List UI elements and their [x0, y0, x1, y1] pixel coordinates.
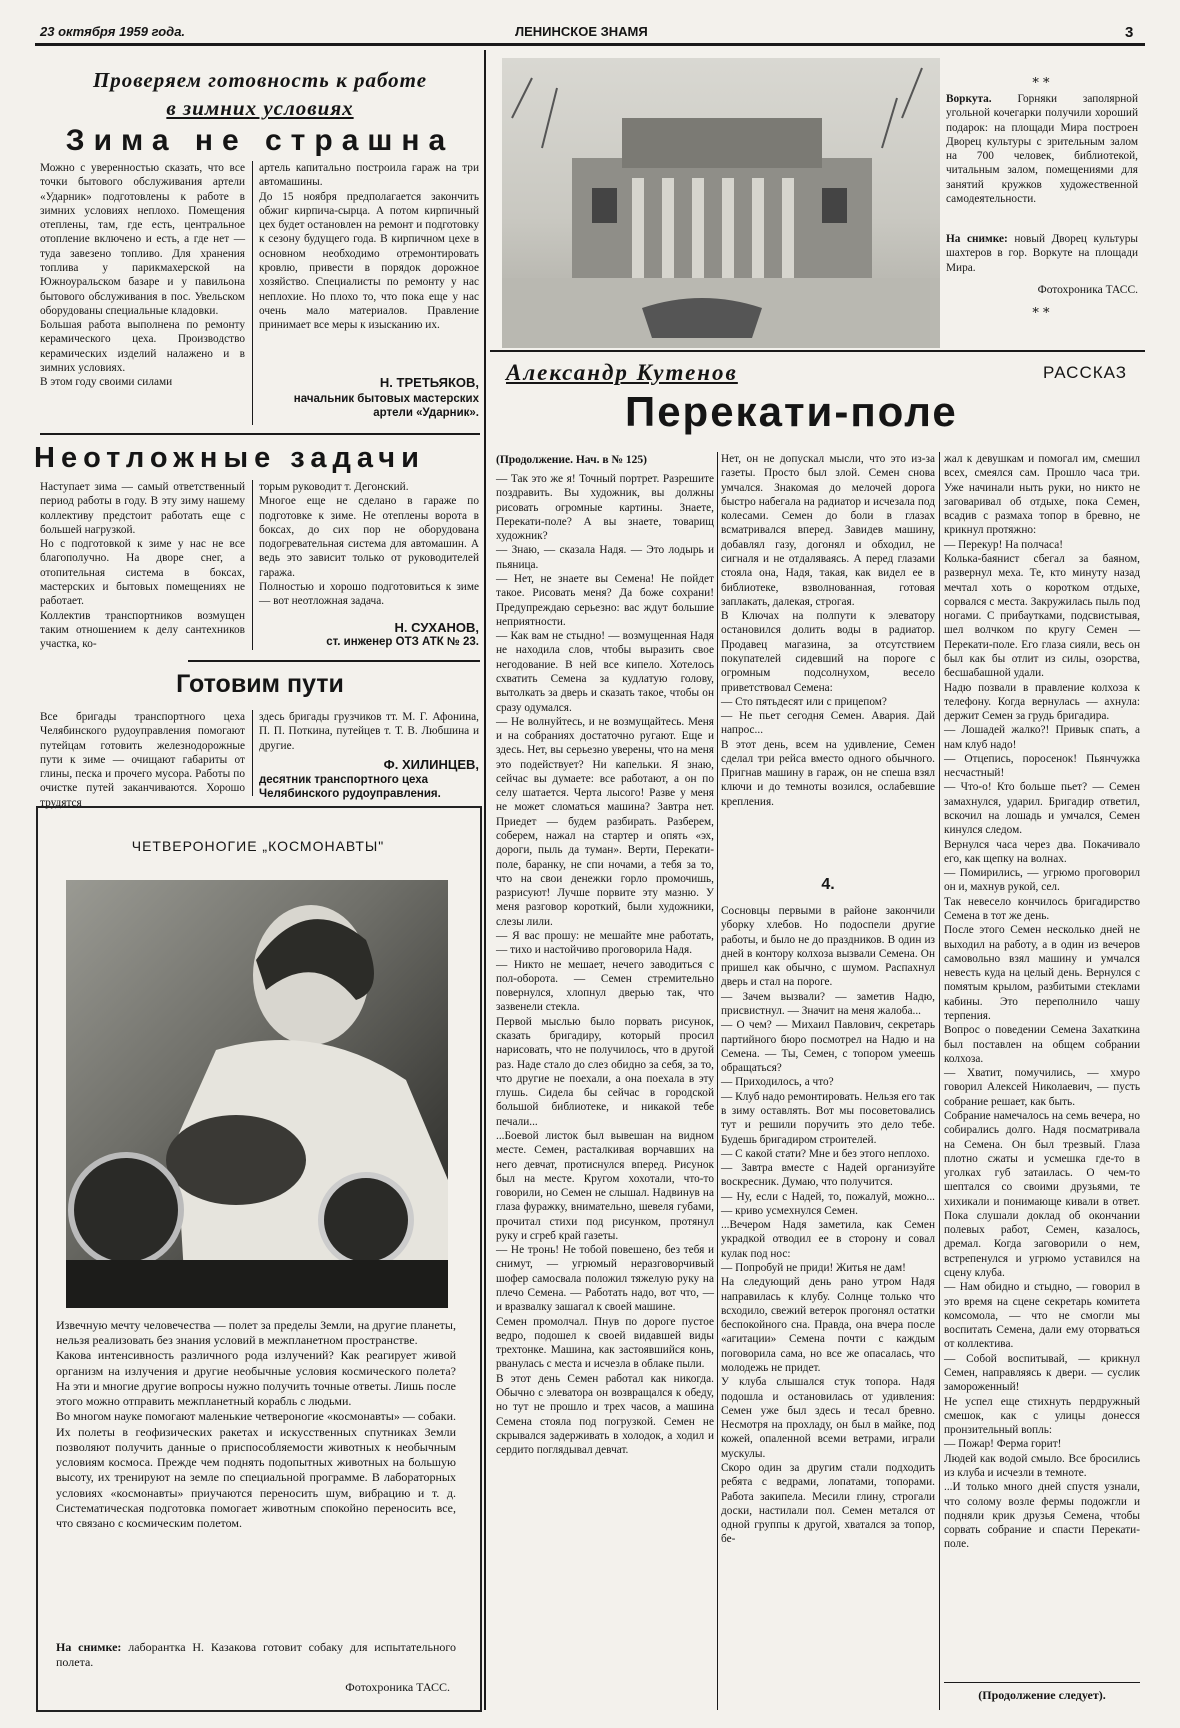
story-divider-1	[717, 452, 718, 1710]
ways-col2: здесь бригады грузчиков тт. М. Г. Афонина, П. П. Поткина, путейцев т. Т. В. Любшина и другие.	[259, 711, 479, 752]
vorkuta-text	[946, 92, 1138, 212]
ways-signature-name: Ф. ХИЛИНЦЕВ,	[383, 757, 479, 772]
left-column-divider	[484, 50, 486, 1710]
winter-col2: артель капитально построила гараж на три автомашины. До 15 ноября предполагается закончить обжиг кирпича-сырца. А потом кирпичный цех будет остановлен на ремонт и подготовку к сезону будущего года. В кирпичном цехе в основном необходимо отремонтировать кровлю, привести в порядок дорожное хозяйство. Специалисты по ремонту у нас неплохие. Но плохо то, что пока еще у нас очень мало материалов. Правление принимает все меры к изысканию их.	[259, 162, 479, 332]
story-title: Перекати-поле	[625, 388, 958, 435]
tasks-title: Неотложные задачи	[34, 442, 425, 474]
winter-rubric-line1: Проверяем готовность к работе	[92, 68, 428, 92]
window-right	[822, 188, 847, 223]
ways-title: Готовим пути	[176, 670, 344, 698]
vorkuta-caption-text: новый Дворец культуры шахтеров в гор. Воркуте на площади Мира.	[946, 233, 1138, 274]
story-divider-2	[939, 452, 940, 1710]
photo-bottom-rule	[490, 350, 1145, 352]
cosmo-caption-text: лаборантка Н. Казакова готовит собаку для испытательного полета.	[56, 1640, 456, 1670]
vorkuta-photo-drawing	[502, 58, 940, 348]
vorkuta-lead-label: Воркута.	[946, 93, 992, 105]
winter-signature-title: начальник бытовых мастерских артели «Ударник».	[293, 393, 479, 420]
vorkuta-stars-top: * *	[1032, 76, 1050, 91]
winter-col1: Можно с уверенностью сказать, что все точки бытового обслуживания артели «Ударник» подготовлены к работе в зимних условиях неплохо. Помещения отеплены, там, где есть, центральное отопление включено и есть, а где нет — туда завезено топливо. Для хранения топлива у парикмахерской на Южноуральском базаре и у павильона бытового обслуживания в пос. Увельском оборудованы специальные кладовки. Большая работа выполнена по ремонту керамического цеха. Производство керамических изделий налажено и в зимних условиях. В этом году своими силами	[40, 162, 245, 389]
tasks-signature-name: Н. СУХАНОВ,	[394, 620, 479, 635]
device-base	[66, 1260, 448, 1308]
cosmo-text: Извечную мечту человечества — полет за пределы Земли, на другие планеты, нельзя реализовать без знания условий в межпланетном пространстве. Какова интенсивность различного рода излучений? Как реагирует живой организм на излучения и другие необычные условия космического полета? На эти и многие другие вопросы нужно получить точные ответы. Лишь после этого можно отправить межпланетный корабль с людьми. Во многом науке помогают маленькие четвероногие «космонавты» — собаки. Их полеты в геофизических ракетах и искусственных спутниках Земли позволяют получить данные о приспособляемости животных к необычным условиям космоса. Прежде чем поднять подопытных животных на большую высоту, их тренируют на земле по специальной программе. В лабораторных условиях «космонавты» приучаются переносить шум, вибрацию и т. д. Систематическая подготовка помогает животным спокойно переносить все, что связано с космическим полетом.	[56, 1318, 456, 1531]
ways-signature-title: десятник транспортного цеха Челябинского рудоуправления.	[259, 774, 441, 801]
story-continued: (Продолжение. Нач. в № 125)	[496, 454, 647, 466]
story-chapter-number: 4.	[821, 876, 835, 893]
story-col2-part1: Нет, он не допускал мысли, что это из-за газеты. Просто был злой. Семен снова умчался. Знакомая до мелочей дорога быстро набегала на радиатор и исчезала под колесами. Семен до боли в глазах всматривался вперед. Завидев машину, добавлял газу, догонял и обходил, не сигналя и не отдаляваясь. А перед глазами стояла она, Надя, такая, как видел ее в библиотеке, взволнованная, готовая заплакать, далекая, строгая. В Ключах на полпути к элеватору остановился долить воды в радиатор. Продавец магазина, за отсутствием покупателей сидевший на пороге с огромным подсолнухом, весело приветствовал Семена: — Сто пятьдесят или с прицепом? — Не пьет сегодня Семен. Авария. Дай напрос... В этот день, всем на удивление, Семен сделал три рейса вместо одного обычного. Пригнав машину в гараж, он не спеша взял ключи и до темноты возился, ослабевшие крепления.	[721, 453, 935, 808]
building-attic	[622, 118, 822, 168]
vorkuta-text-body: Горняки заполярной угольной кочегарки получили хороший подарок: на площади Мира построен Дворец культуры с зрительным залом на 700 человек, библиотекой, читальным залом, помещениями для занятий кружков художественной самодеятельности.	[946, 93, 1138, 205]
cosmo-caption-label: На снимке:	[56, 1640, 122, 1654]
device-dial-left	[71, 1155, 181, 1265]
cosmo-title: ЧЕТВЕРОНОГИЕ „КОСМОНАВТЫ"	[131, 838, 385, 854]
story-col1: — Так это же я! Точный портрет. Разрешите поздравить. Вы художник, вы должны рисовать огромные картины. Знаете, Перекати-поле? А вы знаете, товарищ художник? — Знаю, — сказала Надя. — Это лодырь и пьяница. — Нет, не знаете вы Семена! Не пойдет такое. Рисовать меня? Да боже сохрани! Предупреждаю серьезно: вас ждут большие неприятности. — Как вам не стыдно! — возмущенная Надя не находила слов, чтобы выразить свое негодование. В ней все кипело. Хотелось схватить Семена за кудлатую голову, вытолкать за дверь и сказать такое, чтобы он сразу одумался. — Не волнуйтесь, и не возмущайтесь. Меня и на собраниях достаточно ругают. Еще и здесь. Нет, вы серьезно уверены, что на меня это подействует? Ни капельки. Я знаю, сейчас вы думаете: все работают, а он по селу шатается. Черта лысого! Разве у меня не может сломаться машина? Завтра нет. Приедет — будем разбирать. Разберем, соберем, нажал на стартер и опять «эх, дороги, пыль да туман». Верти, Перекати-поле, баранку, не спи ночами, а тебя за то, что на свои денежки горло промочишь, разрисуют! Лучше порвите эту мазню. У меня разговор короткий, были художники, слезы лили. — Я вас прошу: не мешайте мне работать, — тихо и настойчиво проговорила Надя. — Никто не мешает, нечего заводиться с пол-оборота. — Семен стремительно повернулся, хлопнул дверью так, что зазвенели стекла. Первой мыслью было порвать рисунок, сказать бригадиру, который просил нарисовать, что не получилось, что в другой раз. Наде стало до слез обидно за себя, за то, что другие не поехали, а она поехала в эту глушь. Сидела бы сейчас в городской большой библиотеке, и никакой тебе печали... ...Боевой листок был вывешан на видном месте. Семен, расталкивая ворчавших на него девчат, протиснулся вперед. Рисунок был на месте. Кругом хохотали, что-то говорили, но Семен не слышал. Надвинув на глаза фуражку, внимательно, шевеля губами, прочитал стихи под рисунком, протянул руку и сгреб край газеты. — Не тронь! Не тобой повешено, без тебя и снимут, — угрюмый неразговорчивый шофер самосвала положил тяжелую руку на плечо Семена. — Работать надо, вот что, — и вразвалку зашагал к своей машине. Семен промолчал. Пнув по дороге пустое ведро, подошел к своей видавшей виды трехтонке. Машина, как застоявшийся конь, рванулась с места и исчезла в облаке пыли. В этот день Семен работал как никогда. Обычно с элеватора он возвращался к обеду, но тут не прошло и трех часов, а машина Семена стояла под погрузкой. Семен не скрывался задерживать в холодок, а ходил и сердито поглядывал девчат.	[496, 473, 714, 1457]
dog-shape	[166, 1115, 306, 1205]
winter-bottom-rule	[40, 433, 480, 435]
winter-col-divider	[252, 161, 253, 425]
winter-rubric-line2: в зимних условиях	[166, 96, 354, 120]
story-author: Александр Кутенов	[506, 360, 738, 385]
story-kind: РАССКАЗ	[1043, 363, 1128, 382]
cosmo-photo	[66, 880, 448, 1308]
page-number: 3	[1125, 24, 1134, 41]
newspaper-name: ЛЕНИНСКОЕ ЗНАМЯ	[515, 24, 648, 39]
cosmo-credit: Фотохроника ТАСС.	[345, 1680, 450, 1694]
winter-title: Зима не страшна	[65, 124, 455, 157]
story-col3: жал к девушкам и помогал им, смешил всех, смеялся сам. Прошло часа три. Уже начинали ныть руки, но никто не заговаривал об отдыхе, пока Семен, всадив с размаха топор в бревно, не крикнул протяжно: — Перекур! На полчаса! Колька-баянист сбегал за баяном, развернул меха. Те, кто минуту назад мечтал хоть о коротком отдыхе, сорвался с места. Закружилась пыль под ногами. С прибаутками, подсвистывая, шел волчком по кругу Семен — Перекати-поле. Его глаза сияли, весь он был как бы отлит из силы, озорства, бесшабашной удали. Надю позвали в правление колхоза к телефону. Когда вернулась — ахнула: держит Семен за грудь бригадира. — Лошадей жалко?! Привык спать, а нам клуб надо! — Отцепись, поросенок! Пьянчужка несчастный! — Что-о! Кто больше пьет? — Семен замахнулся, ударил. Бригадир ответил, вскочил на лошадь и умчался, Семен кинулся следом. Вернулся часа через два. Покачивало его, как щепку на волнах. — Помирились, — угрюмо проговорил он и, махнув рукой, сел. Так невесело кончилось бригадирство Семена в тот же день. После этого Семен несколько дней не выходил на работу, а в один из вечеров самовольно взял машину и умчался невесть куда на целый день. Вернулся с помятым крылом, разбитыми стеклами кабины. Это переполнило чашу терпения. Вопрос о поведении Семена Захаткина был поставлен на общем собрании колхоза. — Хватит, помучились, — хмуро говорил Алексей Николаевич, — пусть собрание решает, как быть. Собрание намечалось на семь вечера, но собирались долго. Надя посматривала на Семена. Он был трезвый. Глаза плотно сжаты и усмешка где-то в уголках губ затаилась. О чем-то шептался со своими друзьями, те хихикали и понимающе кивали в ответ. Пока слушали доклад об окончании полевых работ, Семен, казалось, дремал. Когда заговорили о нем, встрепенулся и угрюмо уставился на сцену клуба. — Нам обидно и стыдно, — говорил в это время на сцене секретарь комитета комсомола, — что не смогли мы воспитать Семена, дали ему оторваться от коллектива. — Собой воспитывай, — крикнул Семен, направляясь к двери. — суслик замороженный! Не успел еще стихнуть пердружный смешок, как с улицы донесся пронзительный вопль: — Пожар! Ферма горит! Людей как водой смыло. Все бросились из клуба и исчезли в темноте. ...И только много дней спустя узнали, что солому возле фермы подожгли и подняли крик друзья Семена, чтобы сорвать собрание и спасти Перекати-поле.	[944, 453, 1140, 1551]
vorkuta-stars-bottom: * *	[1032, 306, 1050, 321]
monument-shape	[642, 298, 762, 338]
tasks-col2: торым руководит т. Дегонский. Многое еще не сделано в гараже по подготовке к зиме. Не отеплены ворота в боксах, до сих пор не оборудована подогревательная система для автомашин. А ведь это зависит только от руководителей гаража. Полностью и хорошо подготовиться к зиме — вот неотложная задача.	[259, 481, 479, 608]
tasks-col1: Наступает зима — самый ответственный период работы в году. В эту зиму нашему коллективу предстоит работать еще с большей нагрузкой. Но с подготовкой к зиме у нас не все благополучно. На дворе снег, а отопительная система в боксах, мастерских и бытовых помещениях не работает. Коллектив транспортников возмущен таким отношением к делу сантехников участка, ко-	[40, 481, 245, 651]
story-col2-part2: Сосновцы первыми в районе закончили уборку хлебов. Но подоспели другие работы, и было не до праздников. В один из дней в контору колхоза вызвали Семена. Он пришел как обычно, с шумом. Распахнул дверь и стал на пороге. — Зачем вызвали? — заметив Надю, присвистнул. — Значит на меня жалоба... — О чем? — Михаил Павлович, секретарь партийного бюро посмотрел на Надю и на Семена. — Ты, Семен, с топором умеешь обращаться? — Приходилось, а что? — Клуб надо ремонтировать. Нельзя его так в зиму оставлять. Вот мы посоветовались тут и решили поручить это дело тебе. Будешь бригадиром строителей. — С какой стати? Мне и без этого неплохо. — Завтра вместе с Надей организуйте воскресник. Думаю, что получится. — Ну, если с Надей, то, пожалуй, можно... — криво усмехнулся Семен. ...Вечером Надя заметила, как Семен украдкой отводил ее в сторону и совал кулак под нос: — Попробуй не приди! Житья не дам! На следующий день рано утром Надя направилась к клубу. Солнце только что всходило, свежий ветерок прогонял остатки беспокойного сна. Правда, она вчера после «агитации» Семена почти с каждым поговорила сама, но все же опасалась, что молодежь не придет. У клуба слышался стук топора. Надя подошла и остановилась от удивления: Семен уже был здесь и тесал бревно. Несмотря на прохладу, он был в майке, под кожей, опаленной всеми ветрами, играли мускулы. Скоро один за другим стали подходить ребята с ведрами, лопатами, топорами. Работа закипела. Месили глину, строгали доски, настилали пол. Семен метался от одной группы к другой, хватался за топор, бе-	[721, 905, 935, 1546]
issue-date: 23 октября 1959 года.	[40, 24, 186, 39]
ways-col1: Все бригады транспортного цеха Челябинского рудоуправления помогают путейцам готовить железнодорожные пути к зиме — очищают габариты от глины, песка и прочего мусора. Работы по очистке путей заканчиваются. Хорошо трудятся	[40, 711, 245, 809]
device-dial-right	[321, 1175, 411, 1265]
story-end-rule	[944, 1682, 1140, 1683]
ways-col-divider	[252, 710, 253, 796]
window-left	[592, 188, 617, 223]
vorkuta-caption	[946, 232, 1138, 276]
cosmo-caption	[56, 1640, 456, 1672]
tasks-signature-title: ст. инженер ОТЗ АТК № 23.	[326, 636, 479, 648]
vorkuta-photo	[502, 58, 940, 348]
vorkuta-credit: Фотохроника ТАСС.	[1037, 284, 1138, 296]
vorkuta-caption-label: На снимке:	[946, 233, 1008, 245]
tasks-col-divider	[252, 480, 253, 650]
winter-rubric	[40, 66, 480, 122]
tasks-bottom-rule	[188, 660, 480, 662]
winter-signature-name: Н. ТРЕТЬЯКОВ,	[379, 375, 479, 390]
cosmo-photo-drawing	[66, 880, 448, 1308]
to-be-continued: (Продолжение следует).	[978, 1688, 1106, 1702]
header-rule	[35, 43, 1145, 46]
